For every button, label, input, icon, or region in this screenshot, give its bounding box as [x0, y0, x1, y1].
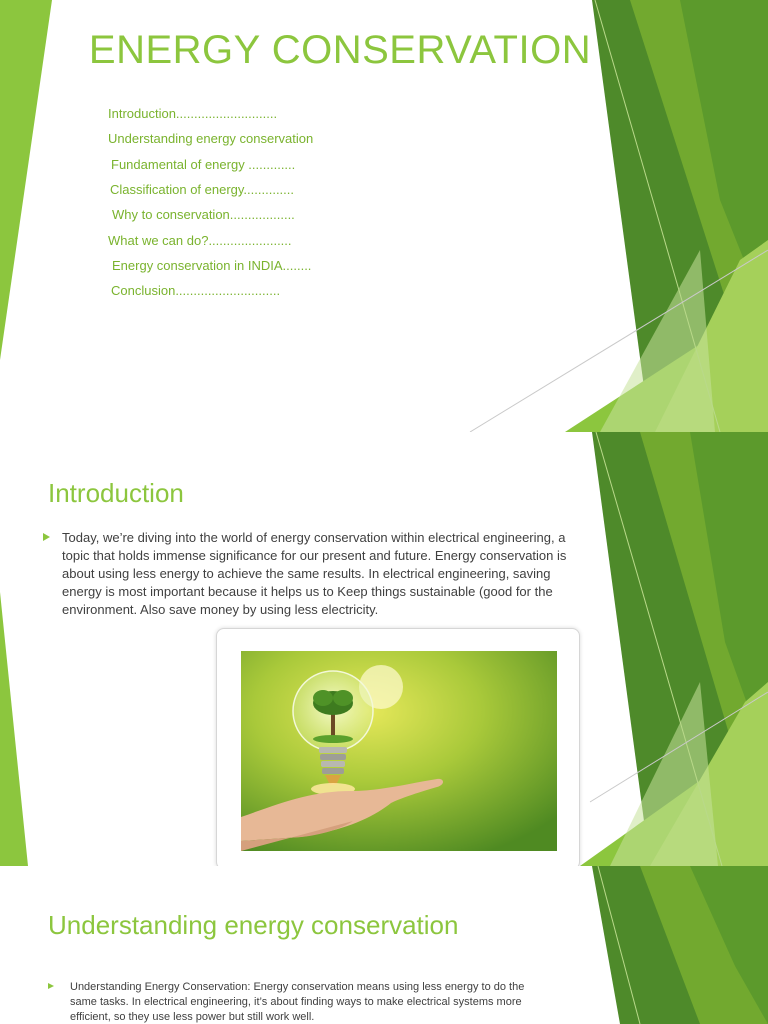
toc-item-what-we-can-do[interactable]: What we can do?....................... — [108, 233, 292, 248]
toc-item-understanding[interactable]: Understanding energy conservation — [108, 131, 314, 146]
toc-item-classification[interactable]: Classification of energy.............. — [110, 182, 294, 197]
slide-1 — [0, 0, 768, 432]
slide-title: ENERGY CONSERVATION — [88, 28, 592, 72]
slide-title: Introduction — [48, 478, 184, 508]
toc-item-fundamental[interactable]: Fundamental of energy ............. — [111, 157, 296, 172]
toc-item-why-conservation[interactable]: Why to conservation.................. — [112, 207, 295, 222]
slide-3 — [0, 866, 768, 1024]
lightbulb-tree-hand-image — [241, 651, 557, 851]
image-frame — [216, 628, 580, 866]
slide-title: Understanding energy conservation — [48, 910, 459, 940]
slide-2 — [0, 432, 768, 866]
intro-paragraph: Today, we’re diving into the world of energy conservation within electrical engineering, a topic that holds immense significance for our present and future. Energy conservation is about using less energy to achieve the same results. In electrical engineering, saving energy is most important because it helps us to Keep things sustainable (good for the environment. Also save money by using less electricity. — [62, 530, 567, 617]
bullet-arrow-icon — [48, 983, 54, 989]
toc-item-conclusion[interactable]: Conclusion............................. — [111, 283, 281, 298]
toc-item-introduction[interactable]: Introduction............................ — [108, 106, 278, 121]
understanding-paragraph: Understanding Energy Conservation: Energy conservation means using less energy to do the same tasks. In electrical engineering, it’s about finding ways to make electrical systems more efficient, so they use less power but still work well. — [70, 981, 525, 1023]
toc-item-india[interactable]: Energy conservation in INDIA........ — [112, 258, 312, 273]
bullet-arrow-icon — [43, 533, 50, 541]
